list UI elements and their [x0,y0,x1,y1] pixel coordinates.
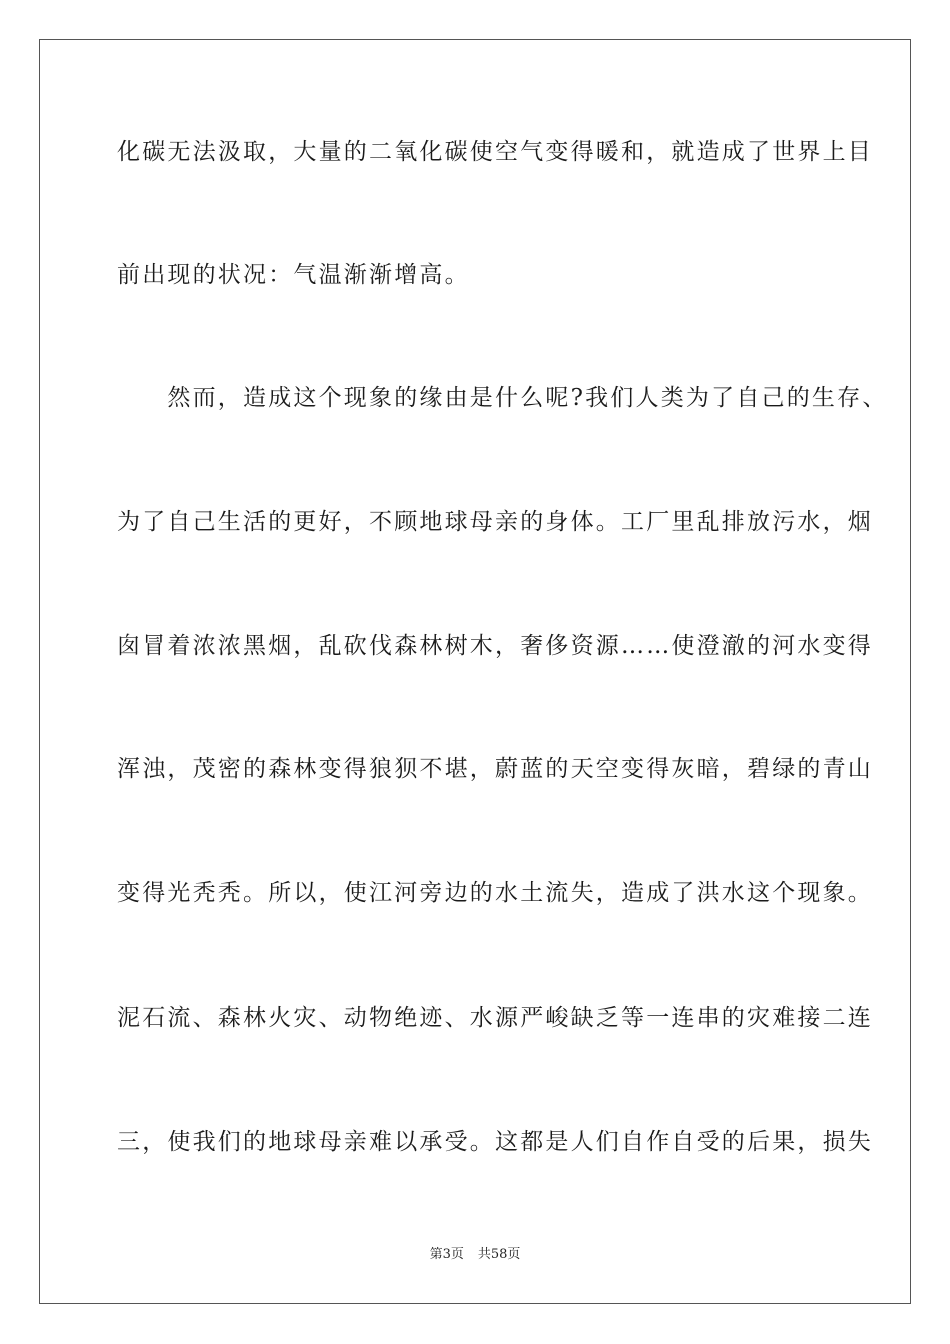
text-line: 囱冒着浓浓黑烟，乱砍伐森林树木，奢侈资源……使澄澈的河水变得 [117,633,873,659]
text-line: 为了自己生活的更好，不顾地球母亲的身体。工厂里乱排放污水，烟 [117,509,873,535]
page-total: 共58页 [477,1247,521,1262]
text-line: 浑浊，茂密的森林变得狼狈不堪，蔚蓝的天空变得灰暗，碧绿的青山 [117,756,873,782]
page-footer [0,1246,950,1264]
text-line: 前出现的状况：气温渐渐增高。 [117,262,470,288]
text-line: 化碳无法汲取，大量的二氧化碳使空气变得暖和，就造成了世界上目 [117,139,873,165]
page-border [39,39,911,1304]
text-line: 变得光秃秃。所以，使江河旁边的水土流失，造成了洪水这个现象。 [117,880,873,906]
text-line: 三，使我们的地球母亲难以承受。这都是人们自作自受的后果，损失 [117,1129,873,1155]
text-line: 泥石流、森林火灾、动物绝迹、水源严峻缺乏等一连串的灾难接二连 [117,1005,873,1031]
text-line: 然而，造成这个现象的缘由是什么呢?我们人类为了自己的生存、 [117,385,888,411]
page-number: 第3页 [429,1247,464,1262]
